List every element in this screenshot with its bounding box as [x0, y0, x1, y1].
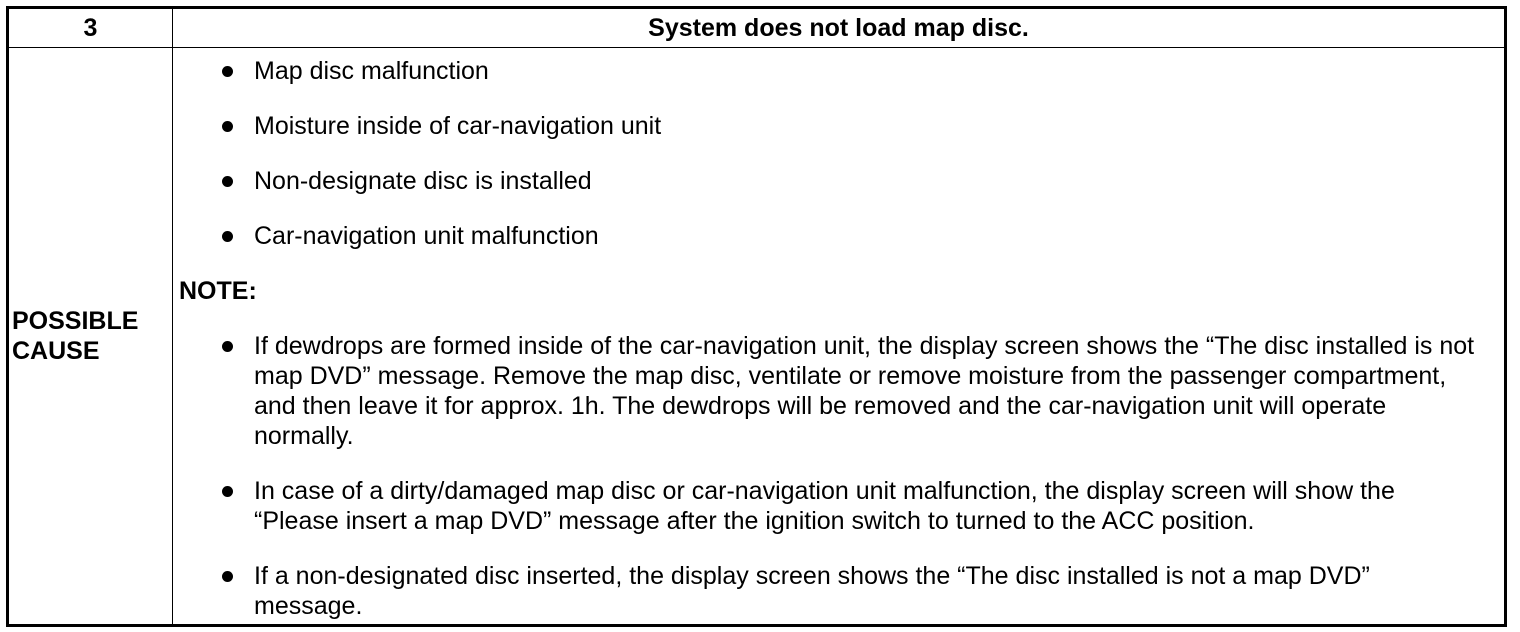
note-item — [179, 561, 1504, 621]
cause-text: Map disc malfunction — [254, 57, 489, 85]
bullet-icon — [222, 231, 233, 242]
possible-cause-label-cell — [9, 48, 173, 624]
cause-item — [179, 166, 1504, 196]
cause-item — [179, 221, 1504, 251]
possible-cause-content — [173, 48, 1504, 624]
cause-item — [179, 111, 1504, 141]
bullet-icon — [222, 486, 233, 497]
step-title: System does not load map disc. — [173, 9, 1504, 48]
bullet-icon — [222, 121, 233, 132]
note-text-line: map DVD” message. Remove the map disc, ventilate or remove moisture from the passenger compartment, — [254, 362, 1447, 390]
note-item — [179, 331, 1504, 451]
note-text-line: and then leave it for approx. 1h. The dewdrops will be removed and the car-navigation unit will operate — [254, 392, 1387, 420]
cause-text: Non-designate disc is installed — [254, 167, 592, 195]
note-text-line: If dewdrops are formed inside of the car-navigation unit, the display screen shows the “The disc installed is not — [254, 332, 1475, 360]
note-item — [179, 476, 1504, 536]
note-label: NOTE: — [179, 277, 257, 305]
note-text-line: normally. — [254, 422, 354, 450]
note-text-line: If a non-designated disc inserted, the display screen shows the “The disc installed is not a map DVD” — [254, 562, 1370, 590]
bullet-icon — [222, 176, 233, 187]
bullet-icon — [222, 66, 233, 77]
note-text-line: message. — [254, 592, 363, 620]
cause-text: Moisture inside of car-navigation unit — [254, 112, 662, 140]
bullet-icon — [222, 341, 233, 352]
note-text-line: “Please insert a map DVD” message after the ignition switch to turned to the ACC position. — [254, 507, 1255, 535]
note-text-line: In case of a dirty/damaged map disc or car-navigation unit malfunction, the display screen will show the — [254, 477, 1395, 505]
troubleshooting-table — [6, 6, 1507, 627]
step-number: 3 — [9, 9, 173, 48]
cause-text: Car-navigation unit malfunction — [254, 222, 599, 250]
bullet-icon — [222, 571, 233, 582]
possible-cause-label: POSSIBLE CAUSE — [12, 307, 139, 365]
cause-item — [179, 56, 1504, 86]
